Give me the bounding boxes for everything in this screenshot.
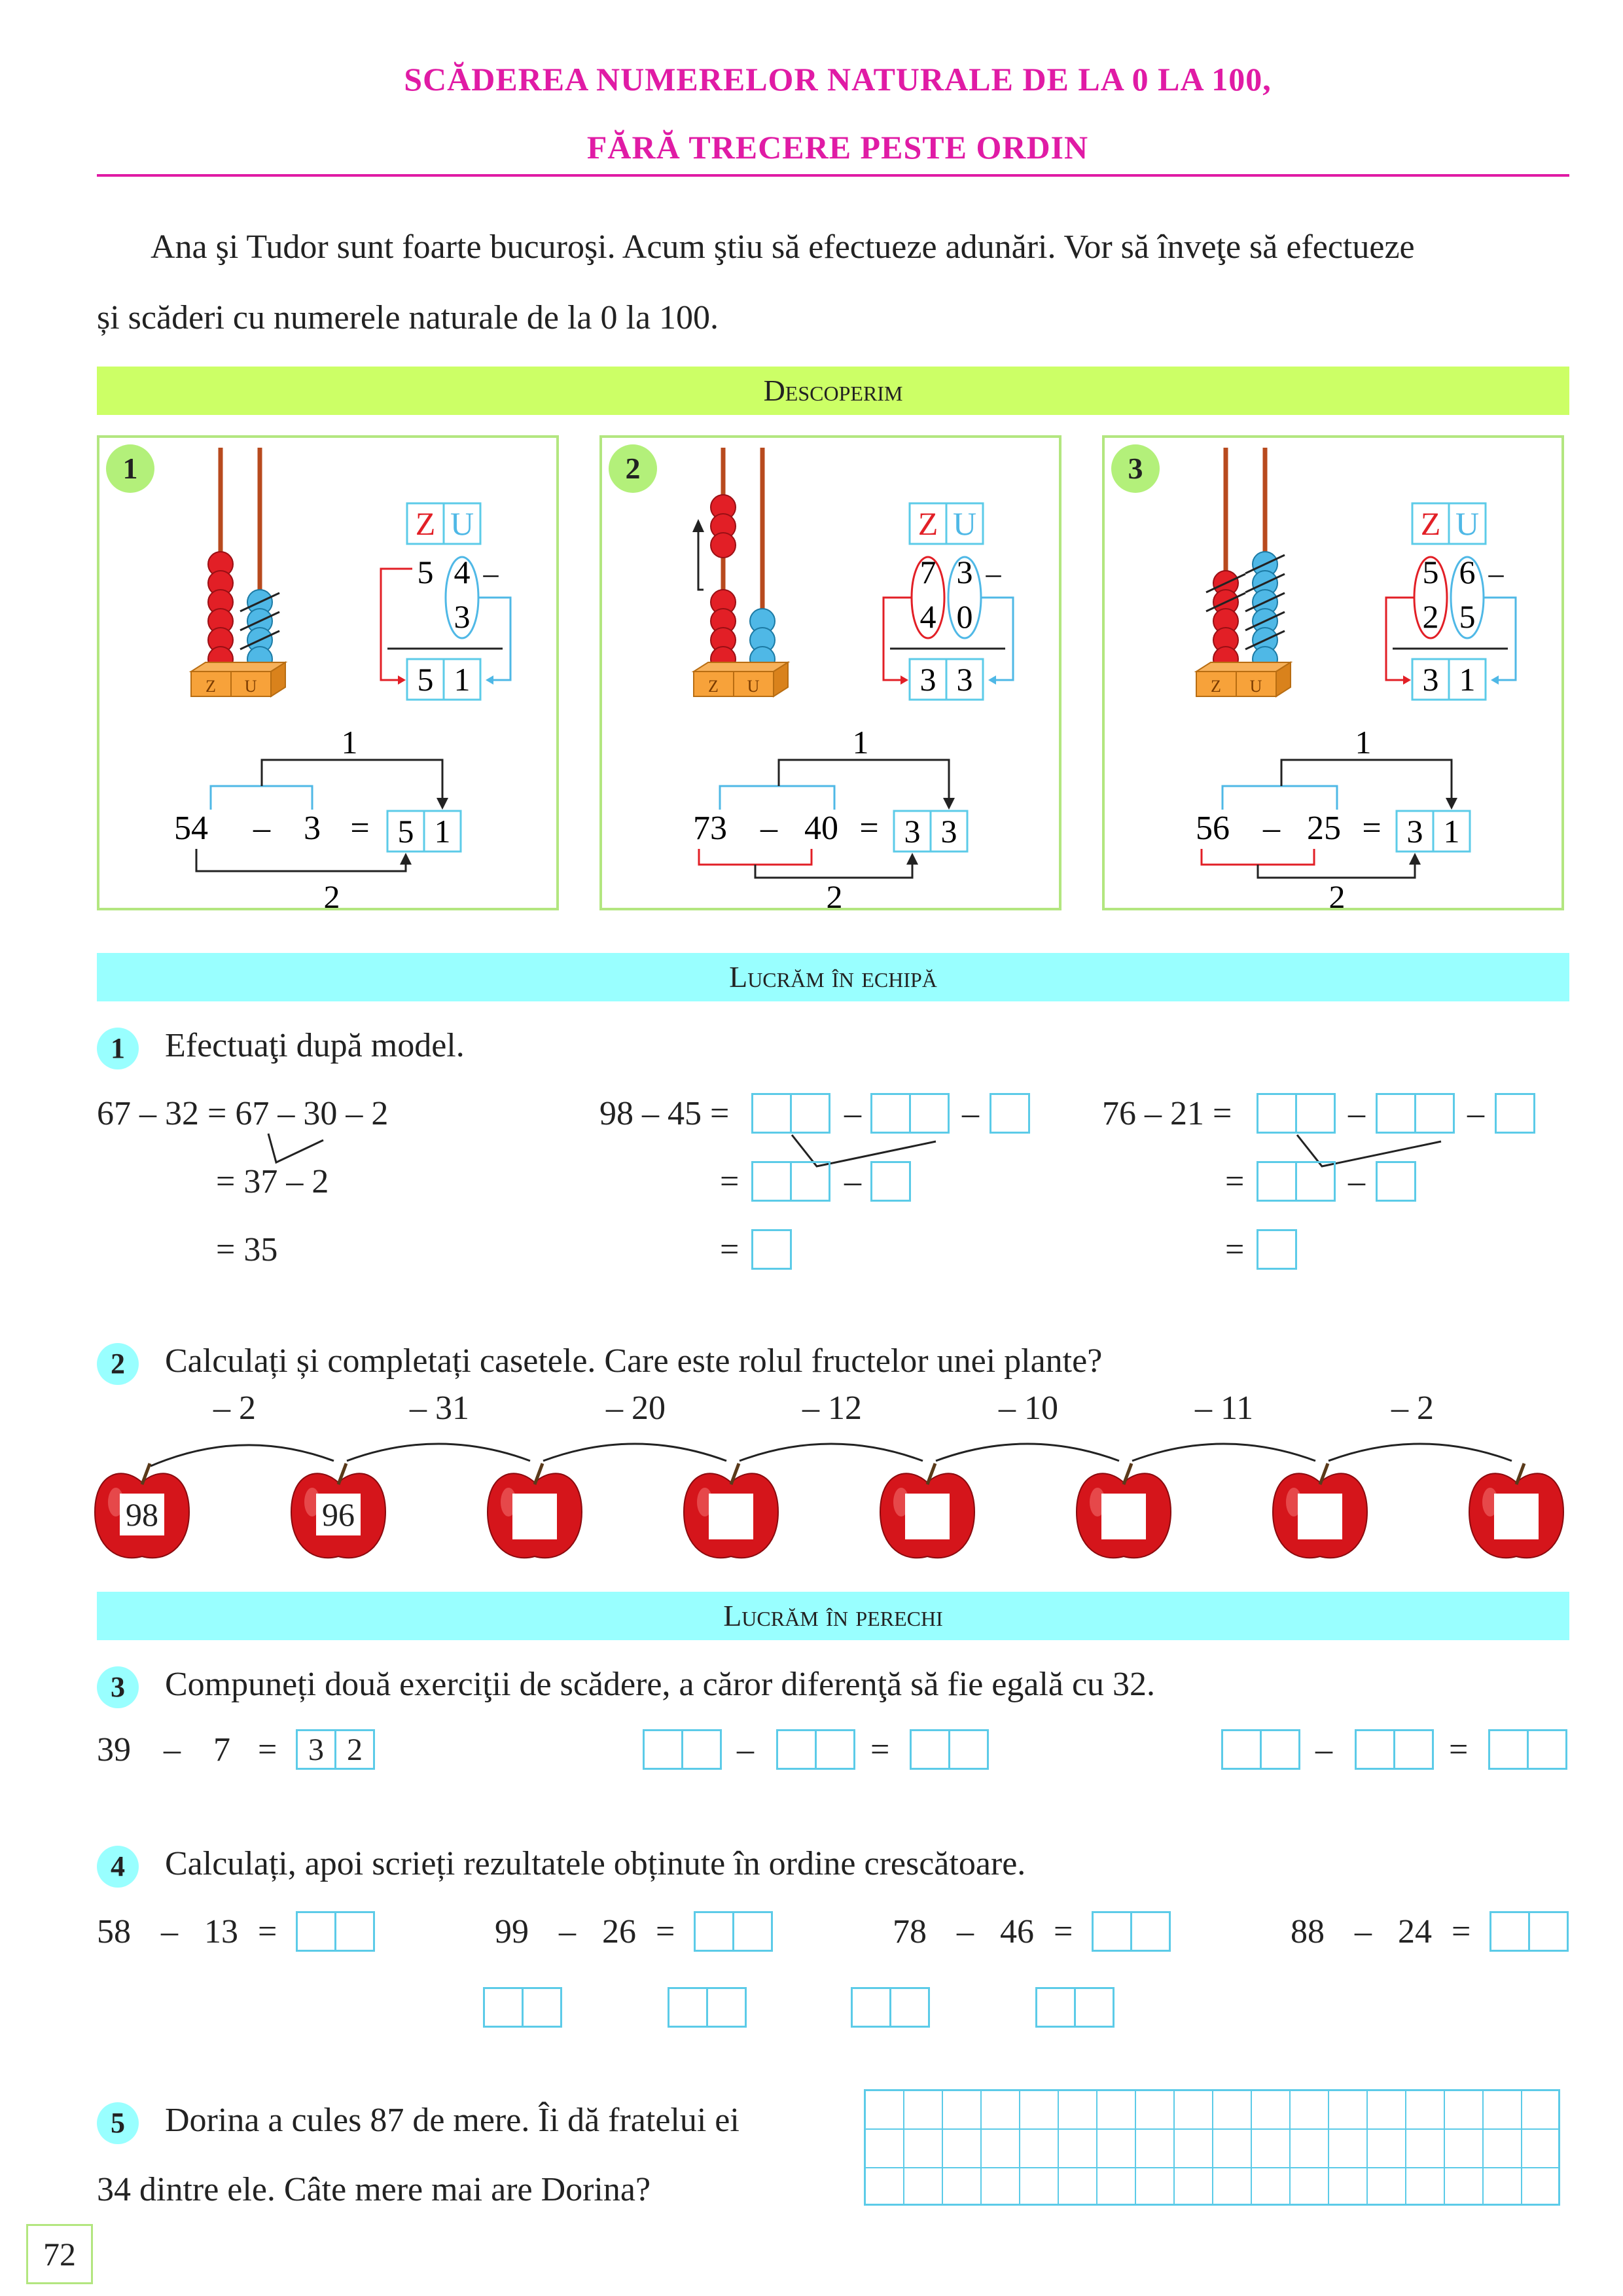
- step-label: – 2: [1391, 1390, 1434, 1427]
- operand: 39: [97, 1731, 131, 1768]
- equals-sign: =: [258, 1913, 277, 1950]
- minus-sign: –: [1467, 1095, 1484, 1132]
- exercise-1c-expression: 76 – 21 =: [1102, 1095, 1232, 1132]
- title-line-1: SCĂDEREA NUMERELOR NATURALE DE LA 0 LA 100,: [404, 61, 1272, 98]
- title-divider: [97, 174, 1569, 177]
- minus-sign: –: [844, 1163, 861, 1200]
- svg-text:=: =: [1362, 810, 1382, 847]
- svg-text:1: 1: [454, 661, 471, 698]
- title-line-2: FĂRĂ TRECERE PESTE ORDIN: [586, 129, 1089, 166]
- svg-text:5: 5: [417, 661, 434, 698]
- apple-answer-box[interactable]: [512, 1494, 557, 1539]
- page-number: 72: [26, 2224, 93, 2284]
- equals-sign: =: [656, 1913, 675, 1950]
- svg-text:–: –: [1488, 556, 1504, 590]
- apple-answer-box[interactable]: [709, 1494, 753, 1539]
- order-box[interactable]: [851, 1987, 932, 2028]
- step-label: – 11: [1195, 1390, 1254, 1427]
- answer-box-2digit[interactable]: [1355, 1729, 1436, 1770]
- answer-box-2digit[interactable]: [776, 1729, 857, 1770]
- apple-value: 98: [120, 1494, 164, 1535]
- abacus-icon: [191, 448, 285, 696]
- order-box[interactable]: [668, 1987, 749, 2028]
- minus-sign: –: [1348, 1163, 1365, 1200]
- exercise-number: 5: [97, 2102, 139, 2144]
- answer-box-2digit[interactable]: [1092, 1911, 1173, 1952]
- equals-sign: =: [1225, 1163, 1245, 1200]
- exercise-number: 3: [97, 1666, 139, 1708]
- svg-text:25: 25: [1307, 810, 1341, 847]
- answer-box-1digit[interactable]: [1376, 1161, 1416, 1202]
- answer-grid[interactable]: [864, 2089, 1560, 2206]
- svg-text:U: U: [1455, 505, 1480, 542]
- exercise-number: 1: [97, 1028, 139, 1069]
- answer-box-2digit[interactable]: [1376, 1093, 1457, 1134]
- operand: 88: [1291, 1913, 1325, 1950]
- svg-text:1: 1: [434, 813, 451, 850]
- exercise-1b-expression: 98 – 45 =: [599, 1095, 730, 1132]
- svg-text:54: 54: [174, 810, 208, 847]
- step-label: – 20: [606, 1390, 666, 1427]
- answer-box-2digit[interactable]: [694, 1911, 775, 1952]
- exercise-5-line-2: 34 dintre ele. Câte mere mai are Dorina?: [97, 2171, 651, 2208]
- svg-text:5: 5: [1422, 554, 1439, 590]
- minus-sign: –: [962, 1095, 979, 1132]
- equals-sign: =: [1452, 1913, 1471, 1950]
- order-box[interactable]: [483, 1987, 564, 2028]
- step-label: – 10: [999, 1390, 1058, 1427]
- minus-sign: –: [1348, 1095, 1365, 1132]
- section-descoperim: Descoperim: [97, 367, 1569, 415]
- exercise-5-line-1: Dorina a cules 87 de mere. Îi dă fratelui ei: [165, 2102, 740, 2139]
- equals-sign: =: [870, 1731, 890, 1768]
- apple-value: 96: [316, 1494, 361, 1535]
- svg-text:1: 1: [1459, 661, 1476, 698]
- equals-sign: =: [1054, 1913, 1073, 1950]
- svg-text:4: 4: [919, 598, 936, 635]
- svg-text:–: –: [1263, 810, 1280, 847]
- operand: 13: [204, 1913, 238, 1950]
- step-label: – 31: [410, 1390, 469, 1427]
- svg-text:3: 3: [919, 661, 936, 698]
- result-digit: 3: [296, 1729, 336, 1770]
- svg-text:3: 3: [1422, 661, 1439, 698]
- operand: 58: [97, 1913, 131, 1950]
- svg-text:–: –: [483, 556, 499, 590]
- minus-sign: –: [559, 1913, 576, 1950]
- svg-text:1: 1: [852, 724, 869, 761]
- answer-box-2digit[interactable]: [910, 1729, 991, 1770]
- svg-text:3: 3: [940, 813, 957, 850]
- svg-text:3: 3: [904, 813, 921, 850]
- section-lucram-perechi: Lucrăm în perechi: [97, 1592, 1569, 1640]
- answer-box-1digit[interactable]: [751, 1229, 792, 1270]
- svg-text:56: 56: [1196, 810, 1230, 847]
- operand: 78: [893, 1913, 927, 1950]
- answer-box-1digit[interactable]: [990, 1093, 1030, 1134]
- panel-number: 3: [1111, 444, 1160, 493]
- answer-box-1digit[interactable]: [870, 1161, 911, 1202]
- svg-text:3: 3: [1406, 813, 1423, 850]
- minus-sign: –: [1355, 1913, 1372, 1950]
- answer-box-1digit[interactable]: [1495, 1093, 1535, 1134]
- operand: 99: [495, 1913, 529, 1950]
- panel-1-drawing: [99, 438, 556, 908]
- exercise-4-instruction: Calculați, apoi scrieți rezultatele obținute în ordine crescătoare.: [165, 1845, 1026, 1882]
- svg-text:7: 7: [919, 554, 936, 590]
- answer-box-2digit[interactable]: [751, 1161, 832, 1202]
- panel-number: 2: [609, 444, 657, 493]
- svg-text:5: 5: [417, 554, 434, 590]
- svg-text:40: 40: [804, 810, 838, 847]
- svg-text:73: 73: [693, 810, 727, 847]
- answer-box-2digit[interactable]: [1257, 1093, 1338, 1134]
- answer-box-2digit: [296, 1729, 377, 1770]
- minus-sign: –: [1315, 1731, 1332, 1768]
- svg-text:2: 2: [1422, 598, 1439, 635]
- step-label: – 2: [213, 1390, 256, 1427]
- svg-text:Z: Z: [918, 505, 938, 542]
- exercise-number: 2: [97, 1343, 139, 1385]
- answer-box-1digit[interactable]: [1257, 1229, 1297, 1270]
- exercise-2-instruction: Calculați și completați casetele. Care este rolul fructelor unei plante?: [165, 1342, 1103, 1380]
- intro-line-2: și scăderi cu numerele naturale de la 0 la 100.: [97, 299, 719, 336]
- answer-box-2digit[interactable]: [643, 1729, 724, 1770]
- svg-text:Z: Z: [708, 677, 719, 696]
- answer-box-2digit[interactable]: [296, 1911, 377, 1952]
- svg-text:Z: Z: [1420, 505, 1441, 542]
- svg-text:Z: Z: [205, 677, 216, 696]
- minus-sign: –: [957, 1913, 974, 1950]
- exercise-number: 4: [97, 1846, 139, 1888]
- svg-text:5: 5: [397, 813, 414, 850]
- panel-2-drawing: [602, 438, 1059, 908]
- step-label: – 12: [802, 1390, 862, 1427]
- svg-text:3: 3: [956, 554, 973, 590]
- svg-text:U: U: [1249, 677, 1262, 696]
- answer-box-2digit[interactable]: [1489, 1911, 1571, 1952]
- operand: 26: [602, 1913, 636, 1950]
- minus-sign: –: [161, 1913, 178, 1950]
- answer-box-2digit[interactable]: [1221, 1729, 1302, 1770]
- discover-panel-3: [1102, 435, 1564, 910]
- model-line-2: = 37 – 2: [216, 1163, 329, 1200]
- operand: 24: [1398, 1913, 1432, 1950]
- svg-text:–: –: [253, 810, 270, 847]
- result-digit: 2: [334, 1729, 375, 1770]
- equals-sign: =: [258, 1731, 277, 1768]
- exercise-1-instruction: Efectuaţi după model.: [165, 1027, 465, 1064]
- minus-sign: –: [737, 1731, 754, 1768]
- answer-box-2digit[interactable]: [870, 1093, 952, 1134]
- equals-sign: =: [1225, 1231, 1245, 1268]
- abacus-icon: [1196, 448, 1291, 696]
- col-u-label: U: [450, 505, 474, 542]
- section-lucram-echipa: Lucrăm în echipă: [97, 953, 1569, 1001]
- model-line-1: 67 – 32 = 67 – 30 – 2: [97, 1095, 389, 1132]
- equals-sign: =: [720, 1231, 740, 1268]
- svg-text:2: 2: [826, 878, 843, 908]
- order-box[interactable]: [1035, 1987, 1116, 2028]
- svg-text:5: 5: [1459, 598, 1476, 635]
- svg-text:U: U: [244, 677, 257, 696]
- svg-text:Z: Z: [1211, 677, 1221, 696]
- svg-text:2: 2: [1329, 878, 1346, 908]
- model-line-3: = 35: [216, 1231, 278, 1268]
- operand: 46: [1000, 1913, 1034, 1950]
- equals-sign: =: [1449, 1731, 1469, 1768]
- svg-text:2: 2: [323, 878, 340, 908]
- svg-text:4: 4: [454, 554, 471, 590]
- svg-text:–: –: [760, 810, 777, 847]
- svg-text:U: U: [952, 505, 977, 542]
- svg-text:3: 3: [304, 810, 321, 847]
- discover-panel-1: [97, 435, 559, 910]
- apple-answer-box[interactable]: [905, 1494, 950, 1539]
- discover-panel-2: [599, 435, 1061, 910]
- svg-text:0: 0: [956, 598, 973, 635]
- svg-text:=: =: [859, 810, 879, 847]
- svg-text:1: 1: [1355, 724, 1372, 761]
- apple-answer-box[interactable]: [1101, 1494, 1146, 1539]
- operand: 7: [213, 1731, 230, 1768]
- answer-box-2digit[interactable]: [751, 1093, 832, 1134]
- minus-sign: –: [164, 1731, 181, 1768]
- col-z-label: Z: [415, 505, 436, 542]
- svg-text:–: –: [986, 556, 1001, 590]
- svg-text:1: 1: [1443, 813, 1460, 850]
- panel-3-drawing: [1105, 438, 1561, 908]
- answer-box-2digit[interactable]: [1488, 1729, 1569, 1770]
- panel-number: 1: [106, 444, 154, 493]
- apple-answer-box[interactable]: [1298, 1494, 1342, 1539]
- svg-text:U: U: [747, 677, 760, 696]
- equals-sign: =: [720, 1163, 740, 1200]
- svg-text:6: 6: [1459, 554, 1476, 590]
- answer-box-2digit[interactable]: [1257, 1161, 1338, 1202]
- intro-line-1: Ana şi Tudor sunt foarte bucuroşi. Acum ştiu să efectueze adunări. Vor să înveţe să efectueze: [151, 228, 1415, 266]
- minus-sign: –: [844, 1095, 861, 1132]
- svg-text:3: 3: [956, 661, 973, 698]
- svg-text:3: 3: [454, 598, 471, 635]
- abacus-icon: [692, 448, 788, 696]
- svg-text:1: 1: [341, 724, 358, 761]
- exercise-3-instruction: Compuneți două exerciţii de scădere, a căror diferenţă să fie egală cu 32.: [165, 1666, 1156, 1703]
- svg-text:=: =: [350, 810, 370, 847]
- apple-answer-box[interactable]: [1494, 1494, 1539, 1539]
